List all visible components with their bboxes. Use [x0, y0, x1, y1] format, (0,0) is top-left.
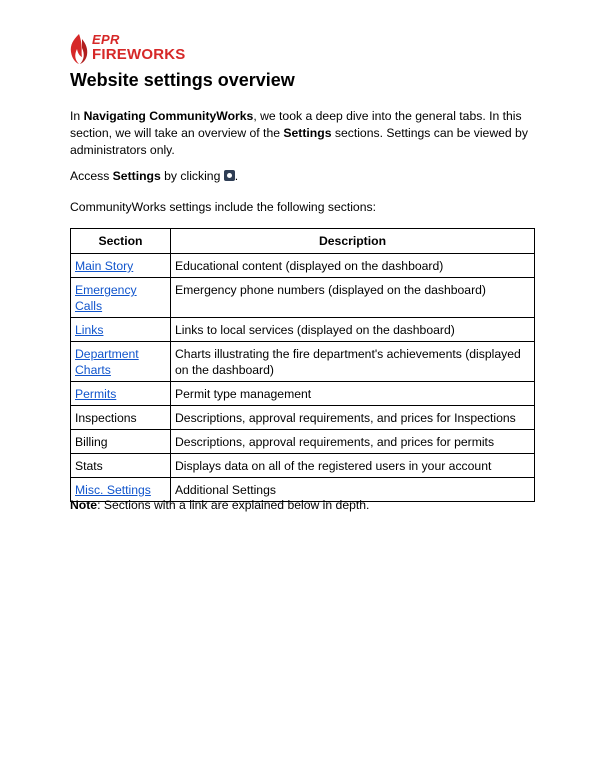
description-cell: Additional Settings: [171, 478, 535, 502]
description-cell: Links to local services (displayed on the dashboard): [171, 318, 535, 342]
table-row: [71, 278, 535, 318]
table-row: [71, 406, 535, 430]
access-settings-paragraph: Access Settings by clicking .: [70, 169, 239, 183]
description-cell: Emergency phone numbers (displayed on the dashboard): [171, 278, 535, 318]
section-label: Billing: [75, 435, 108, 449]
intro-bold-navigating: Navigating CommunityWorks: [83, 109, 254, 123]
section-cell: [71, 342, 171, 382]
description-cell: Permit type management: [171, 382, 535, 406]
table-row: [71, 382, 535, 406]
table-header-row: [71, 229, 535, 254]
description-cell: Descriptions, approval requirements, and prices for Inspections: [171, 406, 535, 430]
section-link[interactable]: Permits: [75, 387, 117, 401]
description-cell: Charts illustrating the fire department's achievements (displayed on the dashboard): [171, 342, 535, 382]
logo-epr-text: EPR: [92, 32, 120, 47]
description-cell: Educational content (displayed on the dashboard): [171, 254, 535, 278]
access-bold-settings: Settings: [112, 169, 161, 183]
header-description: Description: [171, 229, 535, 254]
table-row: [71, 454, 535, 478]
section-link[interactable]: Misc. Settings: [75, 483, 151, 497]
note-label: Note: [70, 498, 98, 512]
table-row: [71, 342, 535, 382]
logo-fireworks-text: FIREWORKS: [92, 46, 186, 63]
epr-fireworks-logo: [69, 32, 185, 66]
settings-sections-table: [70, 228, 535, 502]
header-section: Section: [71, 229, 171, 254]
section-link[interactable]: Emergency Calls: [75, 283, 137, 313]
section-cell: [71, 454, 171, 478]
section-link[interactable]: Department Charts: [75, 347, 139, 377]
note-paragraph: Note: Sections with a link are explained below in depth.: [70, 498, 370, 512]
description-cell: Descriptions, approval requirements, and prices for permits: [171, 430, 535, 454]
intro-bold-settings: Settings: [283, 126, 332, 140]
section-label: Inspections: [75, 411, 137, 425]
intro-paragraph: In Navigating CommunityWorks, we took a deep dive into the general tabs. In this section, we will take an overview of the Settings sections. Settings can be viewed by administrators only.: [70, 109, 528, 157]
table-row: [71, 318, 535, 342]
section-cell: [71, 254, 171, 278]
section-cell: [71, 382, 171, 406]
table-row: [71, 254, 535, 278]
description-cell: Displays data on all of the registered users in your account: [171, 454, 535, 478]
section-cell: [71, 318, 171, 342]
flame-logo-icon: [69, 34, 89, 64]
table-row: [71, 430, 535, 454]
section-link[interactable]: Links: [75, 323, 104, 337]
section-cell: [71, 278, 171, 318]
section-label: Stats: [75, 459, 103, 473]
gear-icon[interactable]: [224, 170, 235, 181]
section-cell: [71, 430, 171, 454]
page-title: Website settings overview: [70, 70, 295, 90]
section-cell: [71, 406, 171, 430]
sections-intro-text: CommunityWorks settings include the following sections:: [70, 200, 376, 214]
section-link[interactable]: Main Story: [75, 259, 134, 273]
